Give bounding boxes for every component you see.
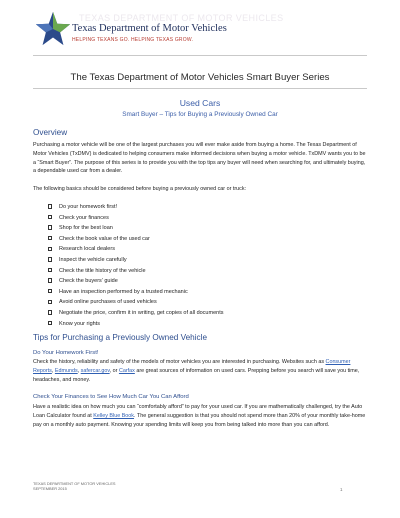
homework-paragraph: Check the history, reliability and safety of the models of motor vehicles you are interested in purchasing. Websites such as Consumer Reports, Edmunds, safercar.gov, or Carfax are great sources of information on used cars. Prepping before you search will save you time, headaches, and money. [33,359,360,383]
document-subtitle: Used Cars [179,98,221,108]
checklist-item[interactable]: Know your rights [48,319,223,330]
kelley-blue-book-link[interactable]: Kelley Blue Book [93,412,135,419]
checklist-item[interactable]: Check the title history of the vehicle [48,266,223,277]
checkbox-icon[interactable] [48,310,52,314]
checklist-intro: The following basics should be considered before buying a previously owned car or truck: [33,186,247,192]
title-divider [33,88,367,89]
logo-watermark: TEXAS DEPARTMENT OF MOTOR VEHICLES [79,13,284,23]
brand-tagline: HELPING TEXANS GO. HELPING TEXAS GROW. [72,37,194,43]
header-divider [33,55,367,56]
checkbox-icon[interactable] [48,268,52,272]
edmunds-link[interactable]: Edmunds [54,367,78,374]
checkbox-icon[interactable] [48,225,52,229]
checkbox-icon[interactable] [48,289,52,293]
checklist-item[interactable]: Have an inspection performed by a trusted mechanic [48,287,223,298]
overview-heading: Overview [33,128,68,137]
document-subsubtitle: Smart Buyer – Tips for Buying a Previously Owned Car [122,111,278,118]
page-footer [33,481,116,491]
checkbox-icon[interactable] [48,300,52,304]
footer-org: TEXAS DEPARTMENT OF MOTOR VEHICLES [33,481,116,486]
carfax-link[interactable]: Carfax [118,367,135,374]
checkbox-icon[interactable] [48,247,52,251]
checkbox-icon[interactable] [48,257,52,261]
finances-heading: Check Your Finances to See How Much Car You Can Afford [33,394,189,400]
tips-heading: Tips for Purchasing a Previously Owned Vehicle [33,333,207,342]
consumer-reports-link[interactable]: Consumer Reports [33,359,351,374]
document-title: The Texas Department of Motor Vehicles Smart Buyer Series [70,72,330,83]
checklist-item[interactable]: Negotiate the price, confirm it in writing, get copies of all documents [48,308,223,319]
checkbox-icon[interactable] [48,321,52,325]
overview-paragraph: Purchasing a motor vehicle will be one of the largest purchases you will ever make aside from buying a home. The Texas Department of Motor Vehicles (TxDMV) is dedicated to helping consumers make informed decisions when buying a motor vehicle. TxDMV wants you to be a “Smart Buyer”. The purpose of this series is to provide you with the top tips any buyer will need when searching for, and ultimately buying, a dependable used car from a dealer. [33,142,366,175]
checkbox-icon[interactable] [48,278,52,282]
checklist-item[interactable]: Shop for the best loan [48,223,223,234]
checklist-item[interactable]: Research local dealers [48,244,223,255]
checkbox-icon[interactable] [48,204,52,208]
safercar-link[interactable]: safercar.gov [80,367,110,374]
txdmv-logo [34,10,284,50]
checkbox-icon[interactable] [48,236,52,240]
finances-paragraph: Have a realistic idea on how much you can “comfortably afford” to pay for your used car. If you are mathematically challenged, try the Auto Loan Calculator found at Kelley Blue Book. The general suggestion is that you should not spend more than 20% of your monthly take-home pay on a monthly auto payment. Knowing your spending limits will keep you from being talked into more than you can afford. [33,404,366,428]
checklist-item[interactable]: Check the book value of the used car [48,234,223,245]
checklist-item[interactable]: Inspect the vehicle carefully [48,255,223,266]
checklist-item[interactable]: Check the buyers’ guide [48,276,223,287]
page-number: 1 [340,487,343,492]
checklist-item[interactable]: Do your homework first! [48,202,223,213]
checkbox-icon[interactable] [48,215,52,219]
homework-heading: Do Your Homework First! [33,350,99,356]
checklist-item[interactable]: Avoid online purchases of used vehicles [48,297,223,308]
texas-star-icon [34,10,72,48]
brand-name: Texas Department of Motor Vehicles [72,23,227,34]
footer-date: SEPTEMBER 2015 [33,486,67,492]
basics-checklist [48,202,223,329]
checklist-item[interactable]: Check your finances [48,213,223,224]
